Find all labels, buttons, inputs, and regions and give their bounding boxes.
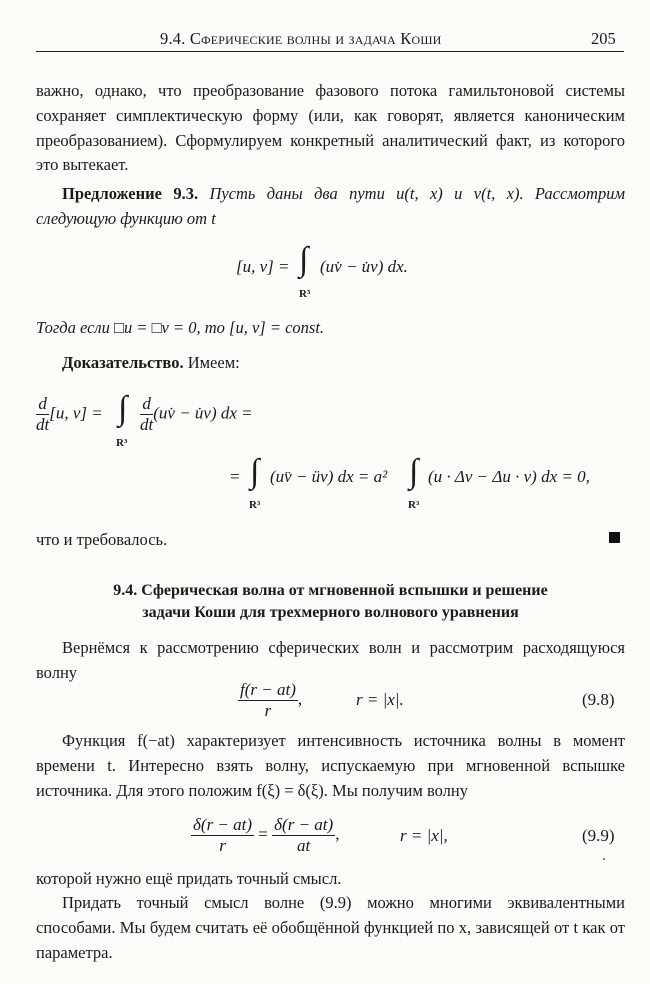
eq99-tail: r = |x|, <box>400 826 448 845</box>
qed-text: что и требовалось. <box>36 530 168 549</box>
integral-sign: ∫ <box>118 390 128 427</box>
frac-den: dt <box>140 415 154 434</box>
equation-number: (9.9) <box>582 826 615 845</box>
running-header-title: 9.4. Сферические волны и задача Коши <box>160 29 442 48</box>
frac-num: δ(r − at) <box>193 815 253 834</box>
eq-proof-line2-b: (uv̈ − üv) dx = a² <box>270 467 388 486</box>
paragraph-meaning: которой нужно ещё придать точный смысл. <box>36 869 342 888</box>
eq-proof-lhs: [u, v] = <box>49 403 103 423</box>
proof-start <box>36 351 625 376</box>
paragraph-wave: Вернёмся к рассмотрению сферических волн и рассмотрим расходящуюся волну <box>36 638 625 682</box>
equation-number: (9.8) <box>582 690 615 709</box>
eq-bracket-rhs: (uv̇ − u̇v) dx. <box>320 257 408 276</box>
proposition-text: Пусть даны два пути u(t, x) и v(t, x). Рассмотрим следующую функцию от t <box>36 184 626 228</box>
frac-num: d <box>140 394 153 415</box>
eq-proof-line1-lhs <box>36 394 103 435</box>
eq99-lhs: $\frac{\delta(r - at)}{r}$ = $\frac{\delta(r - at)}{at}$ , <box>193 815 340 855</box>
frac-num: f(r − at) <box>240 680 296 699</box>
frac-den: r <box>219 836 226 855</box>
eq-proof-line2-c: (u · Δv − Δu · v) dx = 0, <box>428 467 590 486</box>
eq-bracket-lhs: [u, v] = <box>236 257 290 276</box>
proposition <box>36 182 625 232</box>
eq-proof-line2-a: = <box>230 467 240 486</box>
proposition-conclusion <box>36 316 625 341</box>
paragraph-intro: важно, однако, что преобразование фазового потока гамильтоновой системы сохраняет симплектическую форму (или, как говорят, является каноническим преобразованием). Сформулируем конкретный аналитический факт, из которого это вытекает. <box>36 81 625 175</box>
section-title-line2: задачи Коши для трехмерного волнового уравнения <box>142 604 519 621</box>
integral-sign: ∫ <box>299 241 309 278</box>
paragraph-generalized: Придать точный смысл волне (9.9) можно многими эквивалентными способами. Мы будем считать её обобщённой функцией по x, зависящей от t как от параметра. <box>36 893 625 962</box>
frac-den: r <box>264 701 272 720</box>
eq98-tail: r = |x|. <box>356 690 404 709</box>
integral-sign: ∫ <box>250 453 260 490</box>
frac-num: d <box>36 394 49 415</box>
paragraph-function: Функция f(−at) характеризует интенсивность источника волны в момент времени t. Интересно взять волну, испускаемую при мгновенной вспышке источника. Для этого положим f(ξ) = δ(ξ). Мы получим волну <box>36 731 625 800</box>
proof-label: Доказательство. <box>62 353 184 372</box>
integral-sign: ∫ <box>409 453 419 490</box>
eq-proof-line1-rhs <box>140 394 253 435</box>
eq-proof-rhs: (uv̇ − u̇v) dx = <box>153 403 253 423</box>
page-number: 205 <box>591 29 616 48</box>
integral-domain: R³ <box>249 499 261 511</box>
integral-domain: R³ <box>408 499 420 511</box>
proof-text: Имеем: <box>187 353 240 372</box>
frac-den: at <box>297 836 311 855</box>
integral-domain: R³ <box>299 288 311 300</box>
integral-domain: R³ <box>116 437 128 449</box>
speck <box>603 858 605 860</box>
proposition-label: Предложение 9.3. <box>62 184 199 203</box>
frac-den: dt <box>36 415 50 434</box>
header-rule <box>36 51 624 52</box>
qed-square-icon <box>609 532 620 543</box>
section-title-line1: 9.4. Сферическая волна от мгновенной вспышки и решение <box>113 582 548 599</box>
frac-num: δ(r − at) <box>274 815 334 834</box>
eq98-lhs: $\frac{f(r - at)}{r}$ , <box>240 680 303 720</box>
conclusion-text: Тогда если □u = □v = 0, то [u, v] = const. <box>36 318 325 337</box>
